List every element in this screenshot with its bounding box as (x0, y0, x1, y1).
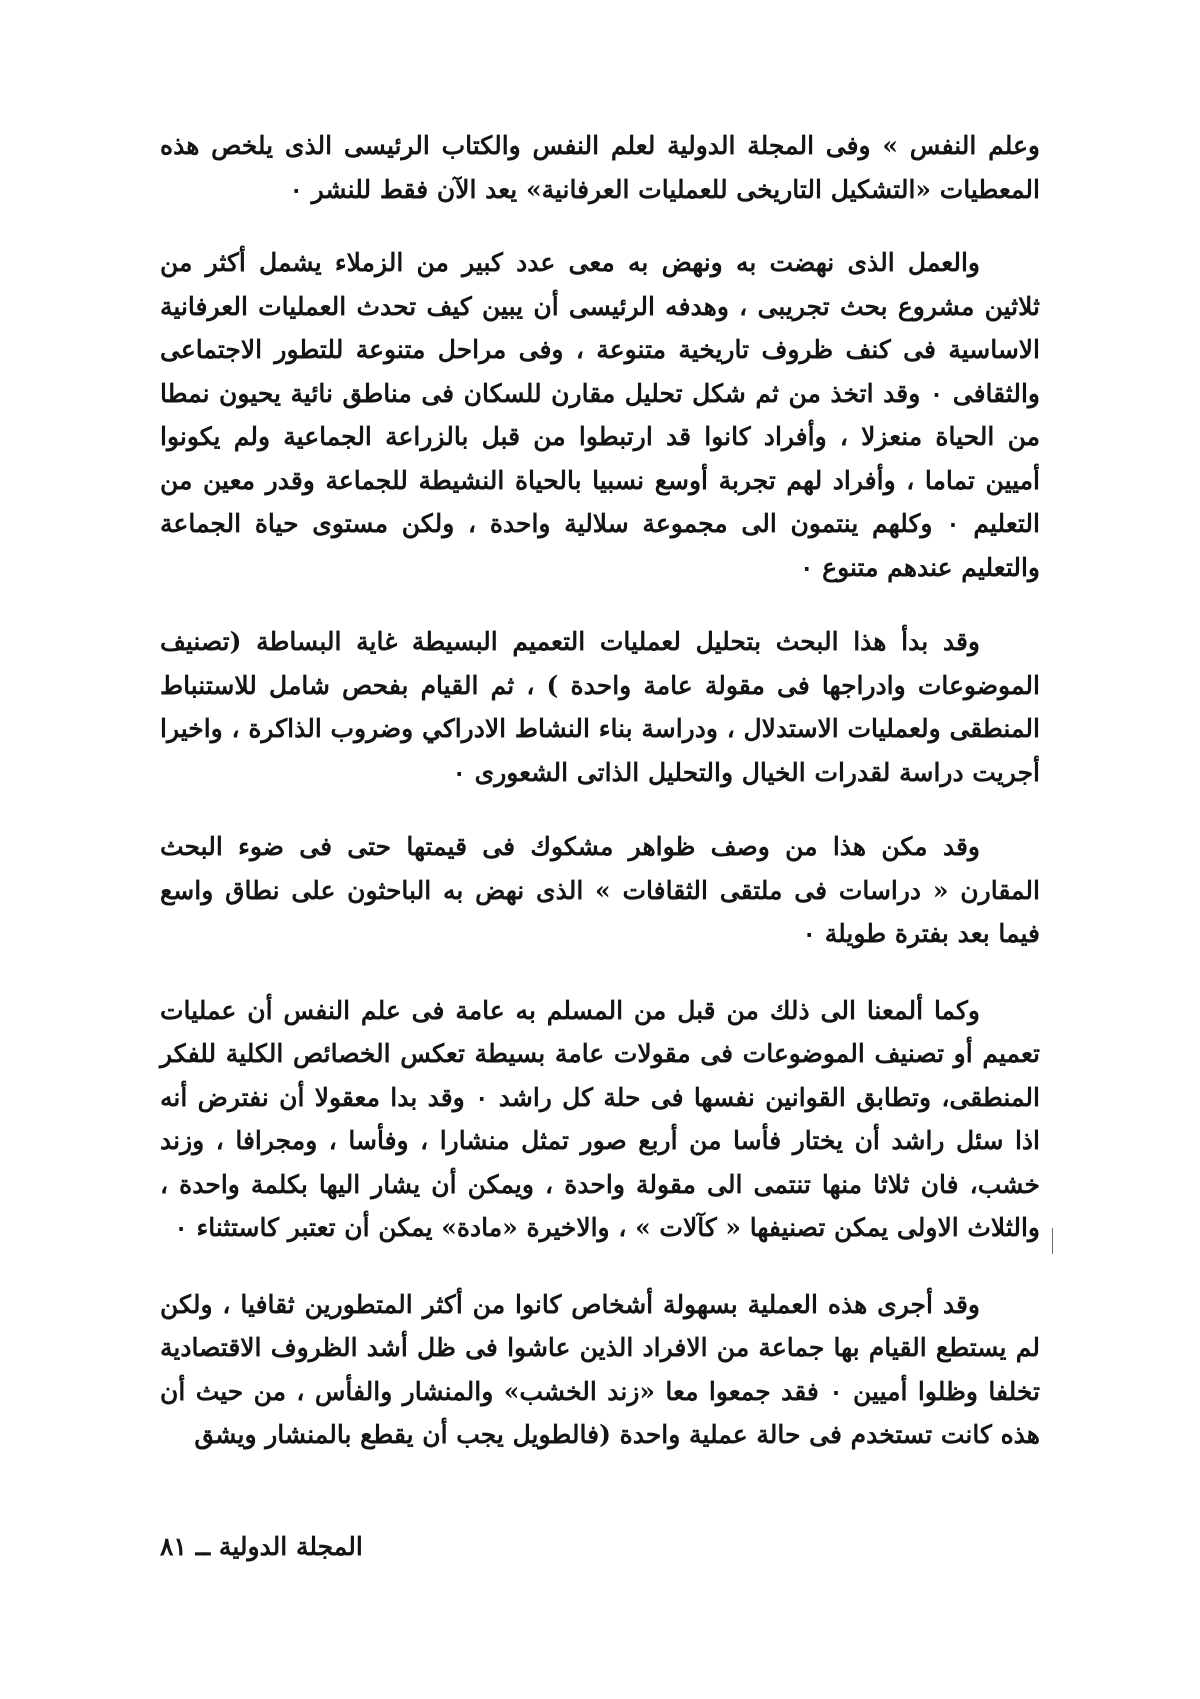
scan-mark (1052, 1228, 1053, 1254)
paragraph-experiment-results: وقد أجرى هذه العملية بسهولة أشخاص كانوا من أكثر المتطورين ثقافيا ، ولكن لم يستطع القيام بها جماعة من الافراد الذين عاشوا فى ظل أشد الظروف الاقتصادية تخلفا وظلوا أميين ٠ فقد جمعوا معا «زند الخشب» والمنشار والفأس ، من حيث أن هذه كانت تستخدم فى حالة عملية واحدة (فالطويل يجب أن يقطع بالمنشار ويشق (160, 1289, 1040, 1449)
article-body (160, 124, 1040, 1457)
page-footer: المجلة الدولية ــ ٨١ (160, 1532, 363, 1561)
paragraph-continuation: وعلم النفس » وفى المجلة الدولية لعلم النفس والكتاب الرئيسى الذى يلخص هذه المعطيات «التشكيل التاريخى للعمليات العرفانية» يعد الآن فقط للنشر ٠ (160, 131, 1040, 204)
paragraph-generalization-study: وقد بدأ هذا البحث بتحليل لعمليات التعميم البسيطة غاية البساطة (تصنيف الموضوعات وادراجها فى مقولة عامة واحدة ) ، ثم القيام بفحص شامل للاستنباط المنطقى ولعمليات الاستدلال ، ودراسة بناء النشاط الادراكي وضروب الذاكرة ، واخيرا أجريت دراسة لقدرات الخيال والتحليل الذاتى الشعورى ٠ (160, 627, 1040, 787)
paragraph-cross-cultural: وقد مكن هذا من وصف ظواهر مشكوك فى قيمتها حتى فى ضوء البحث المقارن « دراسات فى ملتقى الثقافات » الذى نهض به الباحثون على نطاق واسع فيما بعد بفترة طويلة ٠ (160, 832, 1040, 948)
paragraph-research-work: والعمل الذى نهضت به ونهض به معى عدد كبير من الزملاء يشمل أكثر من ثلاثين مشروع بحث تجريبى ، وهدفه الرئيسى أن يبين كيف تحدث العمليات العرفانية الاساسية فى كنف ظروف تاريخية متنوعة ، وفى مراحل متنوعة للتطور الاجتماعى والثقافى ٠ وقد اتخذ من ثم شكل تحليل مقارن للسكان فى مناطق نائية يحيون نمطا من الحياة منعزلا ، وأفراد كانوا قد ارتبطوا من قبل بالزراعة الجماعية ولم يكونوا أميين تماما ، وأفراد لهم تجربة أوسع نسبيا بالحياة النشيطة للجماعة وقدر معين من التعليم ٠ وكلهم ينتمون الى مجموعة سلالية واحدة ، ولكن مستوى حياة الجماعة والتعليم عندهم متنوع ٠ (160, 248, 1040, 582)
paragraph-classification: وكما ألمعنا الى ذلك من قبل من المسلم به عامة فى علم النفس أن عمليات تعميم أو تصنيف الموضوعات فى مقولات عامة بسيطة تعكس الخصائص الكلية للفكر المنطقى، وتطابق القوانين نفسها فى حلة كل راشد ٠ وقد بدا معقولا أن نفترض أنه اذا سئل راشد أن يختار فأسا من أربع صور تمثل منشارا ، وفأسا ، ومجرافا ، وزند خشب، فان ثلاثا منها تنتمى الى مقولة واحدة ، ويمكن أن يشار اليها بكلمة واحدة ، والثلاث الاولى يمكن تصنيفها « كآلات » ، والاخيرة «مادة» يمكن أن تعتبر كاستثناء ٠ (160, 995, 1040, 1242)
